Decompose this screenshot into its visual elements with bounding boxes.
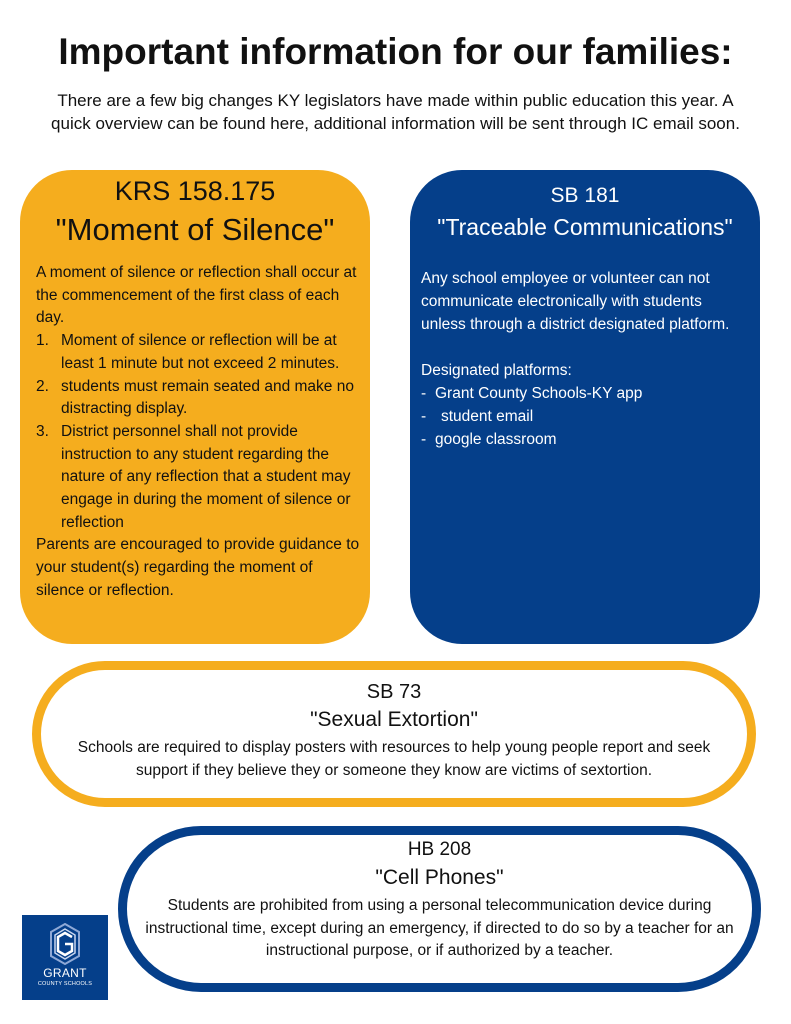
list-item	[36, 330, 362, 375]
hb208-name: "Cell Phones"	[375, 866, 504, 889]
list-dash: -	[421, 385, 427, 402]
hb208-text: Students are prohibited from using a personal telecommunication device during instructional time, except during an emergency, if directed to do so by a teacher for an instructional purpose, or if authorized by a teacher.	[145, 897, 734, 959]
krs-lead: A moment of silence or reflection shall occur at the commencement of the first class of each day.	[36, 264, 357, 327]
sb181-code: SB 181	[550, 184, 620, 207]
list-item	[36, 376, 362, 421]
grant-county-schools-logo	[22, 915, 108, 1000]
list-item	[421, 382, 741, 405]
krs-closing: Parents are encouraged to provide guidance to your student(s) regarding the moment of silence or reflection.	[36, 536, 360, 599]
hb208-code: HB 208	[407, 839, 472, 860]
hb208-cell-phones-card	[118, 826, 761, 992]
sb181-body	[421, 267, 741, 451]
list-number: 3.	[36, 422, 49, 440]
list-text: District personnel shall not provide instruction to any student regarding the nature of any reflection that a student may engage in during the moment of silence or reflection	[61, 422, 351, 531]
list-text: student email	[441, 408, 534, 425]
list-text: Grant County Schools-KY app	[435, 385, 643, 402]
list-dash: -	[421, 431, 427, 448]
krs-name: "Moment of Silence"	[55, 212, 335, 247]
sb181-platform-list	[421, 382, 741, 451]
logo-name: GRANT	[43, 966, 87, 980]
sb181-lead: Any school employee or volunteer can not communicate electronically with students unless through a district designated platform.	[421, 270, 730, 333]
krs-moment-of-silence-card	[20, 170, 370, 644]
sb181-platforms-label: Designated platforms:	[421, 362, 572, 379]
list-text: Moment of silence or reflection will be at least 1 minute but not exceed 2 minutes.	[61, 332, 340, 372]
krs-body	[36, 262, 362, 603]
sb181-traceable-communications-card	[410, 170, 760, 644]
sb181-name: "Traceable Communications"	[437, 214, 733, 240]
list-item	[36, 421, 362, 535]
list-number: 1.	[36, 332, 49, 350]
sb73-code: SB 73	[366, 681, 422, 703]
list-number: 2.	[36, 377, 49, 395]
page-title: Important information for our families:	[58, 31, 733, 72]
krs-code: KRS 158.175	[114, 176, 276, 206]
sb73-sexual-extortion-card	[32, 661, 756, 807]
krs-list	[36, 330, 362, 534]
list-text: google classroom	[435, 431, 557, 448]
sb73-name: "Sexual Extortion"	[310, 708, 478, 731]
logo-subtitle: COUNTY SCHOOLS	[37, 981, 93, 987]
list-item	[421, 405, 741, 428]
list-dash: -	[421, 408, 427, 425]
intro-text: There are a few big changes KY legislators have made within public education this year. A quick overview can be found here, additional information will be sent through IC email soon.	[51, 91, 740, 133]
list-item	[421, 428, 741, 451]
sb73-text: Schools are required to display posters with resources to help young people report and seek support if they believe they or someone they know are victims of sextortion.	[77, 739, 711, 779]
list-text: students must remain seated and make no distracting display.	[61, 377, 354, 418]
school-emblem-icon	[50, 923, 80, 965]
